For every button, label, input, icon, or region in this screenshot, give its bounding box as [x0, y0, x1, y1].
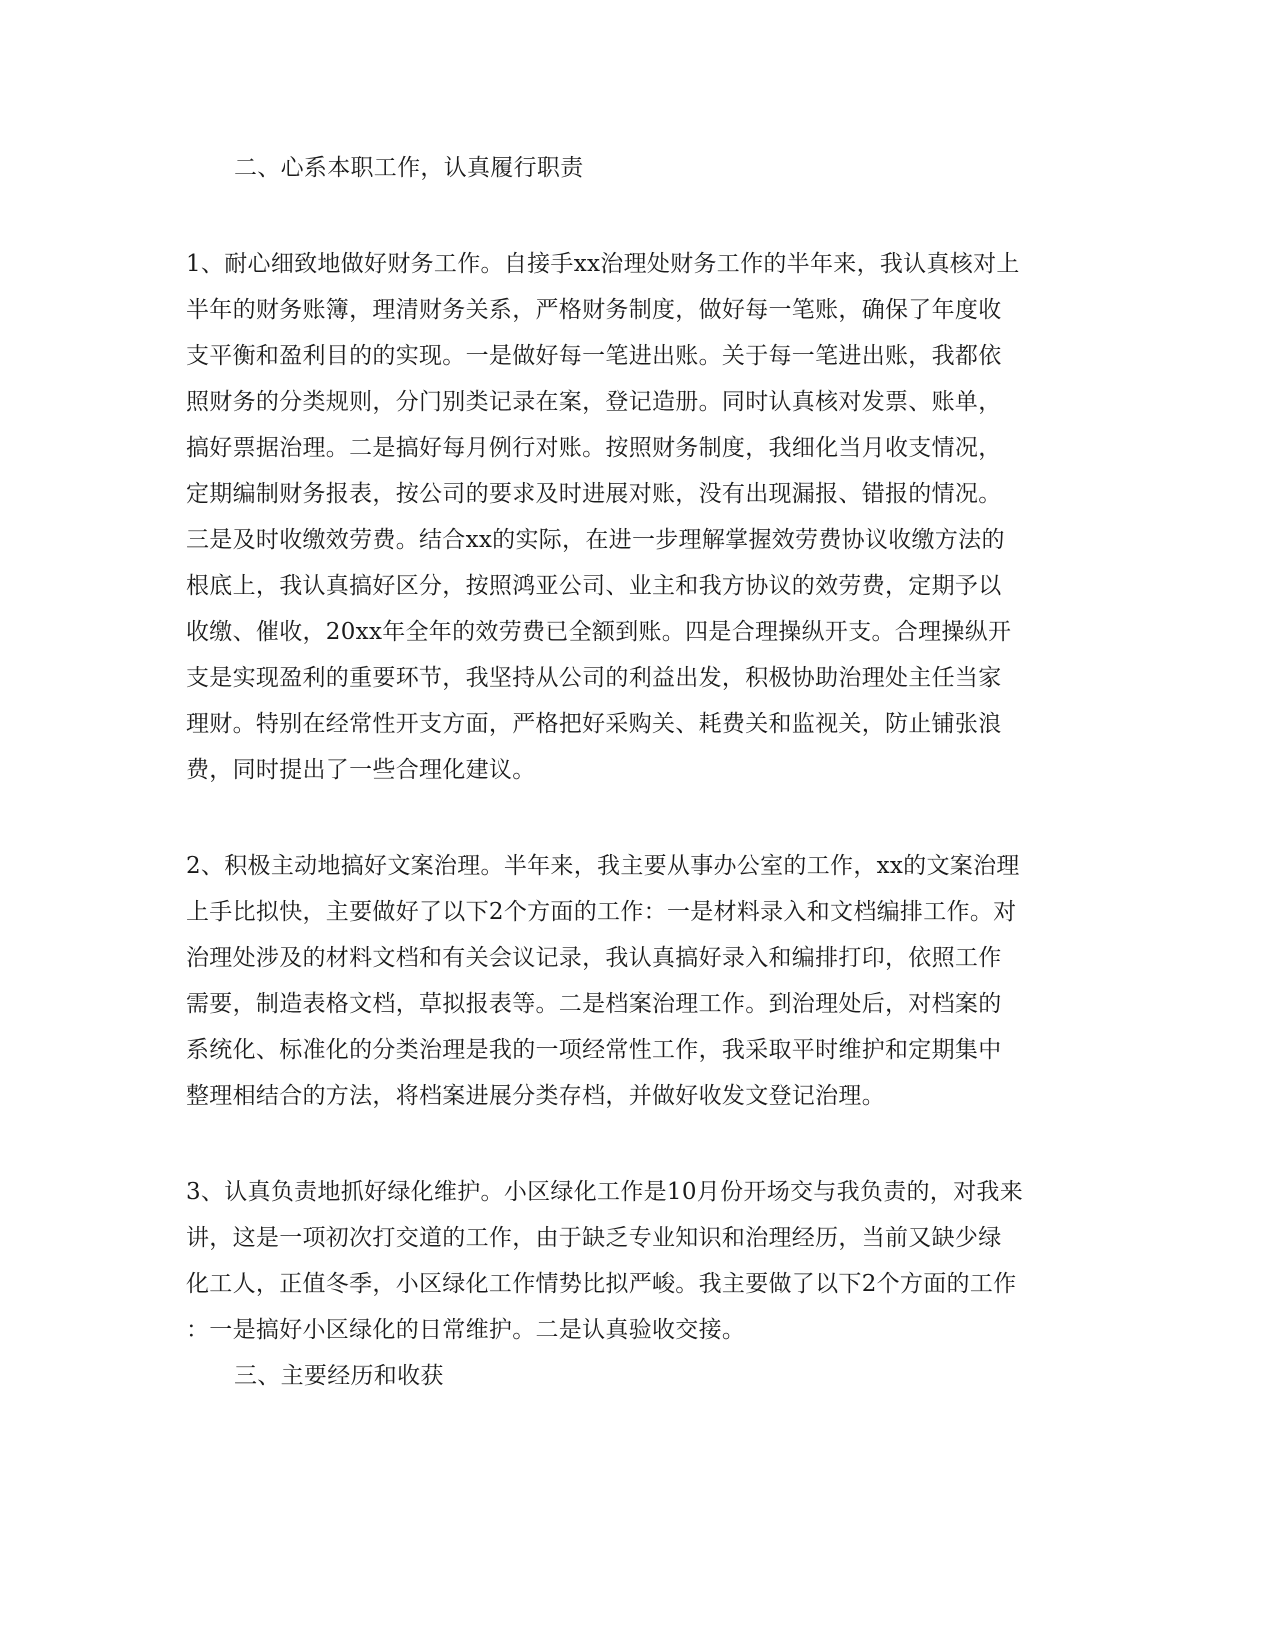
paragraph-line: 定期编制财务报表，按公司的要求及时进展对账，没有出现漏报、错报的情况。	[186, 481, 1002, 507]
paragraph-line: 搞好票据治理。二是搞好每月例行对账。按照财务制度，我细化当月收支情况，	[186, 435, 1002, 461]
paragraph-line: 三是及时收缴效劳费。结合xx的实际，在进一步理解掌握效劳费协议收缴方法的	[186, 527, 1005, 553]
paragraph-line: 化工人，正值冬季，小区绿化工作情势比拟严峻。我主要做了以下2个方面的工作	[186, 1271, 1017, 1297]
paragraph-line: 支平衡和盈利目的的实现。一是做好每一笔进出账。关于每一笔进出账，我都依	[186, 343, 1002, 369]
paragraph-line: 费，同时提出了一些合理化建议。	[186, 757, 536, 783]
section-heading: 三、主要经历和收获	[234, 1363, 444, 1389]
paragraph-line: 系统化、标准化的分类治理是我的一项经常性工作，我采取平时维护和定期集中	[186, 1037, 1002, 1063]
paragraph-line: 照财务的分类规则，分门别类记录在案，登记造册。同时认真核对发票、账单，	[186, 389, 1002, 415]
paragraph-line: 上手比拟快，主要做好了以下2个方面的工作：一是材料录入和文档编排工作。对	[186, 899, 1017, 925]
paragraph-line: 2、积极主动地搞好文案治理。半年来，我主要从事办公室的工作，xx的文案治理	[186, 853, 1020, 879]
paragraph-line: 3、认真负责地抓好绿化维护。小区绿化工作是10月份开场交与我负责的，对我来	[186, 1179, 1023, 1205]
paragraph-line: 整理相结合的方法，将档案进展分类存档，并做好收发文登记治理。	[186, 1083, 885, 1109]
paragraph-line: 支是实现盈利的重要环节，我坚持从公司的利益出发，积极协助治理处主任当家	[186, 665, 1002, 691]
paragraph-line: 讲，这是一项初次打交道的工作，由于缺乏专业知识和治理经历，当前又缺少绿	[186, 1225, 1002, 1251]
paragraph-line: 治理处涉及的材料文档和有关会议记录，我认真搞好录入和编排打印，依照工作	[186, 945, 1002, 971]
paragraph-line: 收缴、催收，20xx年全年的效劳费已全额到账。四是合理操纵开支。合理操纵开	[186, 619, 1012, 645]
section-heading: 二、心系本职工作，认真履行职责	[234, 155, 584, 181]
paragraph-line: 需要，制造表格文档，草拟报表等。二是档案治理工作。到治理处后，对档案的	[186, 991, 1002, 1017]
paragraph-line: 理财。特别在经常性开支方面，严格把好采购关、耗费关和监视关，防止铺张浪	[186, 711, 1002, 737]
paragraph-line: 根底上，我认真搞好区分，按照鸿亚公司、业主和我方协议的效劳费，定期予以	[186, 573, 1002, 599]
paragraph-line: 1、耐心细致地做好财务工作。自接手xx治理处财务工作的半年来，我认真核对上	[186, 251, 1020, 277]
paragraph-line: ：一是搞好小区绿化的日常维护。二是认真验收交接。	[186, 1317, 746, 1343]
paragraph-line: 半年的财务账簿，理清财务关系，严格财务制度，做好每一笔账，确保了年度收	[186, 297, 1002, 323]
